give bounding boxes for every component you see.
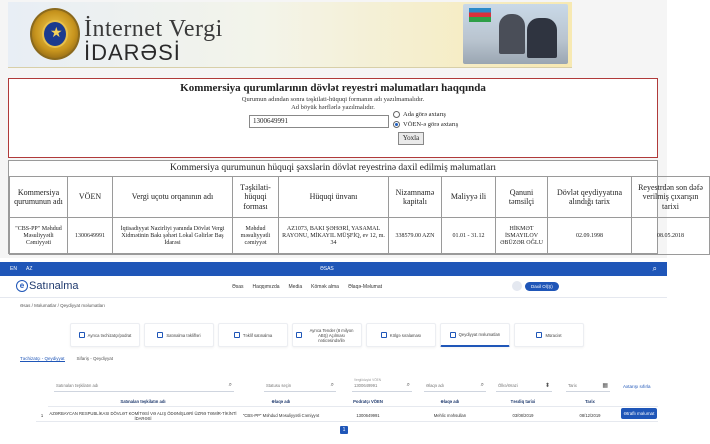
filter-voen[interactable] [352,380,412,392]
cell-representative: HİKMƏT İSMAYILOV ƏBÜZƏR OĞLU [496,218,548,255]
registry-result [8,160,703,254]
tab-order-registration[interactable]: Sifariş - Qeydiyyat [76,356,114,361]
filter-organization[interactable] [54,380,234,392]
table-row[interactable] [36,410,658,422]
logo-e-icon: e [16,280,28,292]
cell-address: AZ1073, BAKI ŞƏHƏRİ, YASAMAL RAYONU, MİKAYIL MÜŞFİQ, ev 12, m. 34 [279,218,389,255]
nav-item-media[interactable]: Media [288,284,303,290]
filter-organization-placeholder: Satınalan təşkilatın adı [56,383,99,388]
row-contact-2: Mehlic məhsulları [433,413,467,418]
top-bar-title: ƏSAS [320,266,334,272]
card-icon [79,332,85,338]
card-icon [450,332,456,338]
filter-contact-placeholder: Əlaqə adı [426,383,445,388]
card-supplier[interactable] [70,323,140,347]
results-header [48,399,658,407]
cell-extract-date: 08.05.2018 [632,218,710,255]
vergi-banner [8,2,572,68]
top-bar [0,262,667,276]
form-hint-2: Ad böyük hərflərlə yazılmalıdır. [291,104,375,111]
card-label: Kölgə sıralaması [389,332,422,338]
form-title: Kommersiya qurumlarının dövlət reyestri məlumatları haqqında [180,82,486,94]
header-approval-date: Təsdiq tarixi [510,399,536,404]
tax-emblem-icon: ★ [30,8,80,60]
main-navbar [0,276,667,298]
filter-status-placeholder: Statusu seçin [266,383,292,388]
filter-contact[interactable] [424,380,486,392]
header-organization: Satınalan təşkilatın adı [120,399,166,404]
login-button[interactable]: Daxil Ol(Ş) [525,282,559,291]
cell-voen: 1300649991 [68,218,113,255]
card-icon [296,332,302,338]
row-voen: 1300649991 [356,413,380,418]
search-icon[interactable]: ⌕ [406,382,410,388]
header-voen: Podratçı VÖEN [353,399,383,404]
col-header: Maliyyə ili [442,177,496,218]
filter-date[interactable] [566,380,610,392]
lang-en-link[interactable]: EN [10,266,17,272]
card-label: Müraciət [545,332,562,338]
breadcrumb[interactable]: Əsas / Məlumatlar / Qeydiyyat məlumatları [20,303,105,308]
search-icon[interactable]: ⌕ [652,264,657,273]
radio-circle-icon[interactable] [393,111,400,118]
col-header: Təşkilati-hüquqi forması [233,177,279,218]
satinalma-page [0,262,667,444]
nav-item-home[interactable]: Əsas [232,284,244,290]
search-icon[interactable]: ⌕ [330,382,334,388]
radio-voen-label: VÖEN-ə görə axtarış [403,121,459,128]
filter-voen-label: Vergiödəyici VÖEN [354,378,382,382]
tab-supplier-registration[interactable]: Təchizatçı - Qeydiyyat [20,356,65,361]
card-label: Təklif satınalma [242,332,273,338]
radio-selected-icon[interactable] [393,121,400,128]
card-registration[interactable] [440,323,510,347]
card-offer-purchase[interactable] [218,323,288,347]
header-contact: Əlaqə adı [271,399,291,404]
col-header: Hüquqi ünvanı [279,177,389,218]
brand-line-2: İDARƏSİ [84,40,181,65]
pagination-page-1[interactable]: 1 [340,426,348,434]
voen-input[interactable]: 1300649991 [249,115,389,128]
cell-registration-date: 02.09.1998 [548,218,632,255]
col-header: VÖEN [68,177,113,218]
card-offers[interactable] [144,323,214,347]
check-button[interactable]: Yoxla [398,132,424,145]
lang-az-link[interactable]: AZ [26,266,33,272]
col-header: Nizamnamə kapitalı [389,177,442,218]
col-header: Kommersiya qurumunun adı [10,177,68,218]
nav-item-about[interactable]: Haqqımızda [252,284,280,290]
chevron-down-icon[interactable]: ⬍ [544,383,550,389]
row-organization: AZƏRBAYCAN RESPUBLİKASI DÖVLƏT KOMİTƏSİ VƏ ALIŞ ÖDƏNİŞLƏRİ ÜZRƏ TƏMİR-TİKİNTİ İDARƏSİ [49,410,237,421]
filter-date-placeholder: Tarix [568,383,577,388]
col-header: Qanuni təmsilçi [496,177,548,218]
user-area [512,281,559,291]
radio-name-label: Ada görə axtarış [403,111,446,118]
search-icon[interactable]: ⌕ [228,382,232,388]
card-icon [234,332,240,338]
satinalma-logo[interactable] [16,280,79,292]
cell-capital: 338579.00 AZN [389,218,442,255]
card-icon [157,332,163,338]
filter-region[interactable] [496,380,552,392]
card-icon [381,332,387,338]
row-date: 08/12/2019 [579,413,601,418]
table-row [10,218,710,255]
filter-voen-value: 1300649991 [354,383,378,388]
cell-company-name: "CBS-PP" Məhdud Məsuliyyətli Cəmiyyəti [10,218,68,255]
card-label: Ayrıca təchizatçı/podrat [87,332,132,338]
card-label: Ayrıca Tender (8 milyon ABŞ) Açılması nəticəsində/ilə [309,327,354,343]
brand-line-1: İnternet Vergi [84,16,223,42]
card-label: Qeydiyyat məlumatları [458,332,501,337]
card-ranking[interactable] [366,323,436,347]
row-index: 1 [40,413,44,418]
form-hint-1: Qurumun adından sonra təşkilati-hüquqi formanın adı yazılmamalıdır. [241,96,425,103]
row-contact: "CBS-PP" Məhdud Məsuliyyətli Cəmiyyət [242,413,320,418]
col-header: Vergi uçotu orqanının adı [113,177,233,218]
col-header: Dövlət qeydiyyatına alındığı tarix [548,177,632,218]
registry-table [9,176,710,255]
filters-row [48,380,658,394]
header-contact-2: Əlaqə adı [440,399,460,404]
result-caption: Kommersiya qurumunun hüquqi şəxslərin dövlət reyestrinə daxil edilmiş məlumatları [169,163,497,173]
card-icon [536,332,542,338]
nav-item-contact[interactable]: Əlaqə-Məlumat [347,284,382,290]
table-header-row [10,177,710,218]
search-icon[interactable]: ⌕ [480,382,484,388]
nav-item-help[interactable]: Kömək alma [311,284,339,290]
filter-status[interactable] [264,380,336,392]
filter-region-placeholder: Ölkə/Ərazi [498,383,518,388]
cell-legal-form: Məhdud məsuliyyətli cəmiyyət [233,218,279,255]
radio-search-by-voen[interactable] [393,121,458,128]
cell-tax-office: İqtisadiyyat Nazirliyi yanında Dövlət Vergi Xidmətinin Bakı şəhəri Lokal Gəlirlər Baş İdarəsi [113,218,233,255]
flag-icon [469,8,491,22]
header-date: Tarix [585,399,595,404]
card-appeal[interactable] [514,323,584,347]
row-approval-date: 03/08/2019 [512,413,534,418]
reset-search-link[interactable]: Axtarışı sıfırla [623,384,651,389]
card-label: Satınalma təklifləri [166,332,201,338]
sub-tabs [20,356,113,362]
category-cards [70,323,584,347]
cell-fiscal-year: 01.01 - 31.12 [442,218,496,255]
user-icon[interactable] [512,281,522,291]
calendar-icon[interactable]: ▦ [602,383,608,389]
card-tender[interactable] [292,323,362,347]
logo-text: Satınalma [29,280,79,292]
radio-search-by-name[interactable] [393,111,446,118]
nav-links [232,284,382,290]
officials-photo [463,4,568,64]
col-header: Reyestrdən son dəfə verilmiş çıxarışın tarixi [632,177,710,218]
details-button[interactable]: Ətraflı məlumat [621,408,657,419]
registry-search-form [8,78,658,158]
